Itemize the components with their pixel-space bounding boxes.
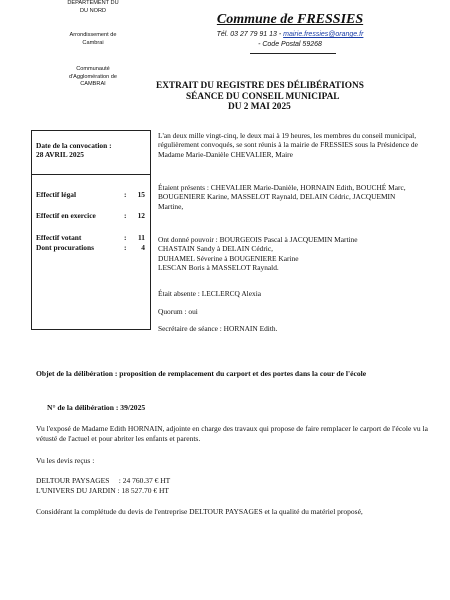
- devis-label: Vu les devis reçus :: [36, 456, 95, 465]
- arrondissement-line-2: Cambrai: [82, 39, 104, 46]
- colon: :: [124, 243, 127, 252]
- effectif-legal-row: [36, 190, 148, 199]
- commune-title: Commune de FRESSIES: [216, 12, 364, 27]
- email-link[interactable]: mairie.fressies@orange.fr: [283, 31, 364, 38]
- pouvoir-line-1: Ont donné pouvoir : BOURGEOIS Pascal à JACQUEMIN Martine: [158, 235, 358, 244]
- info-box-divider: [32, 174, 150, 175]
- devis-item-2: L'UNIVERS DU JARDIN : 18 527.70 € HT: [36, 485, 170, 495]
- effectif-exercice-label: Effectif en exercice: [36, 211, 96, 220]
- communaute-line-1: Communauté: [76, 66, 110, 72]
- pouvoir-line-2: CHASTAIN Sandy à DELAIN Cédric,: [158, 244, 273, 254]
- deliberation-number: N° de la délibération : 39/2025: [47, 403, 146, 412]
- colon: :: [124, 211, 127, 220]
- communaute-line-3: CAMBRAI: [80, 81, 106, 87]
- expose-paragraph: Vu l'exposé de Madame Edith HORNAIN, adjointe en charge des travaux qui propose de faire remplacer le carport de l'école vu la vétusté de l'actuel et pour abriter les enfants et parents.: [36, 424, 428, 443]
- pouvoirs-block: [158, 235, 420, 272]
- communaute-header: [38, 66, 148, 89]
- devis-list: [36, 476, 436, 496]
- procurations-row: [36, 243, 148, 252]
- session-intro: L'an deux mille vingt-cinq, le deux mai à 19 heures, les membres du conseil municipal, régulièrement convoqués, se sont réunis à la mairie de FRESSIES sous la Présidence de Madame Marie-Danièle CHEVALIER, Maire: [158, 131, 418, 159]
- postal-code: - Code Postal 59268: [258, 41, 322, 48]
- communaute-line-2: d'Agglomération de: [68, 73, 118, 80]
- department-header: [38, 0, 148, 15]
- document-title: [150, 81, 420, 113]
- header-divider: [250, 53, 336, 54]
- convocation-date: 28 AVRIL 2025: [36, 150, 84, 159]
- procurations-value: 4: [141, 243, 145, 252]
- department-line-1: DEPARTEMENT DU: [67, 0, 119, 6]
- quorum-line: Quorum : oui: [158, 307, 198, 316]
- deliberation-object: Objet de la délibération : proposition de remplacement du carport et des portes dans la cour de l'école: [36, 369, 367, 378]
- title-line-2: SÉANCE DU CONSEIL MUNICIPAL: [186, 91, 340, 102]
- effectif-exercice-value: 12: [137, 211, 145, 220]
- convocation-block: [36, 141, 148, 159]
- pouvoir-line-4: LESCAN Boris à MASSELOT Raynald.: [158, 262, 279, 272]
- convocation-label: Date de la convocation :: [36, 141, 112, 150]
- effectif-legal-label: Effectif légal: [36, 190, 77, 199]
- contact-line: [190, 31, 390, 38]
- colon: :: [124, 190, 127, 199]
- effectif-votant-label: Effectif votant: [36, 233, 82, 242]
- info-box: [31, 130, 151, 330]
- effectif-votant-row: [36, 233, 148, 242]
- considerant-paragraph: Considérant la complétude du devis de l'entreprise DELTOUR PAYSAGES et la qualité du matériel proposé,: [36, 507, 363, 516]
- effectif-legal-value: 15: [137, 190, 145, 199]
- absente-line: Était absente : LECLERCQ Alexia: [158, 289, 262, 298]
- title-line-3: DU 2 MAI 2025: [228, 102, 291, 112]
- arrondissement-header: [38, 32, 148, 47]
- arrondissement-line-1: Arrondissement de: [69, 32, 117, 38]
- presents-list: Étaient présents : CHEVALIER Marie-Danièle, HORNAIN Edith, BOUCHÉ Marc, BOUGENIERE Karine, MASSELOT Raynald, DELAIN Cédric, JACQUEMIN Martine,: [158, 183, 406, 211]
- devis-item-1: DELTOUR PAYSAGES : 24 760.37 € HT: [36, 476, 171, 485]
- effectif-exercice-row: [36, 211, 148, 220]
- title-line-1: EXTRAIT DU REGISTRE DES DÉLIBÉRATIONS: [156, 81, 364, 91]
- colon: :: [124, 233, 127, 242]
- department-line-2: DU NORD: [79, 7, 107, 14]
- secretaire-line: Secrétaire de séance : HORNAIN Edith.: [158, 324, 278, 333]
- pouvoir-line-3: DUHAMEL Séverine à BOUGENIERE Karine: [158, 253, 299, 263]
- telephone: Tél. 03 27 79 91 13 -: [216, 31, 282, 38]
- procurations-label: Dont procurations: [36, 243, 94, 252]
- effectif-votant-value: 11: [138, 233, 145, 242]
